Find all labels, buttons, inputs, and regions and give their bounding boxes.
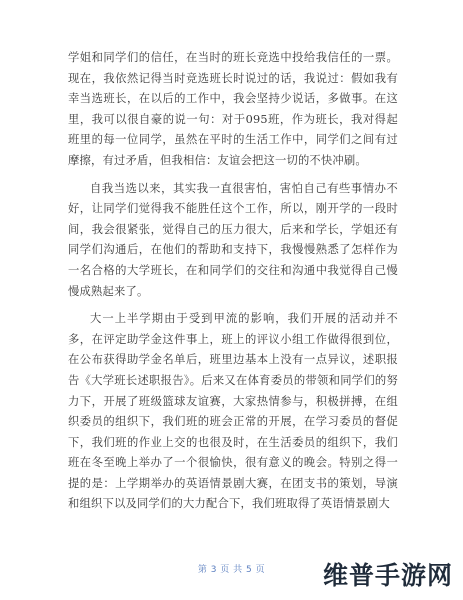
site-watermark-logo: 维普手游网 (322, 561, 453, 590)
document-body (68, 48, 398, 522)
paragraph-1: 学姐和同学们的信任，在当时的班长竞选中投给我信任的一票。现在，我依然记得当时竞选班长时说过的话，我说过：假如我有幸当选班长，在以后的工作中，我会坚持少说话，多做事。在这里，我可以很自豪的说一句：对于095班，作为班长，我对得起班里的每一位同学，虽然在平时的生活工作中，同学们之间有过摩擦，有过矛盾，但我相信：友谊会把这一切的不快冲刷。 (68, 51, 398, 167)
paragraph-2: 自我当选以来，其实我一直很害怕，害怕自己有些事情办不好，让同学们觉得我不能胜任这个工作，所以，刚开学的一段时间，我会很紧张，觉得自己的压力很大，后来和学长，学姐还有同学们沟通后，在他们的帮助和支持下，我慢慢熟悉了怎样作为一名合格的大学班长，在和同学们的交往和沟通中我觉得自己慢慢成熟起来了。 (68, 181, 398, 298)
page-indicator: 第 3 页 共 5 页 (197, 565, 266, 575)
paragraph-3: 大一上半学期由于受到甲流的影响，我们开展的活动并不多，在评定助学金这件事上，班上的评议小组工作做得很到位，在公布获得助学金名单后，班里边基本上没有一点异议，述职报告《大学班长述职报告》。后来又在体育委员的带领和同学们的努力下，开展了班级篮球友谊赛，大家热情参与，积极拼搏，在组织委员的组织下，我们班的班会正常的开展，在学习委员的督促下，我们班的作业上交的也很及时，在生活委员的组织下，我们班在冬至晚上举办了一个很愉快，很有意义的晚会。特别之得一提的是：上学期举办的英语情景剧大赛，在团支书的策划，导演和组织下以及同学们的大力配合下，我们班取得了英语情景剧大 (68, 312, 398, 511)
